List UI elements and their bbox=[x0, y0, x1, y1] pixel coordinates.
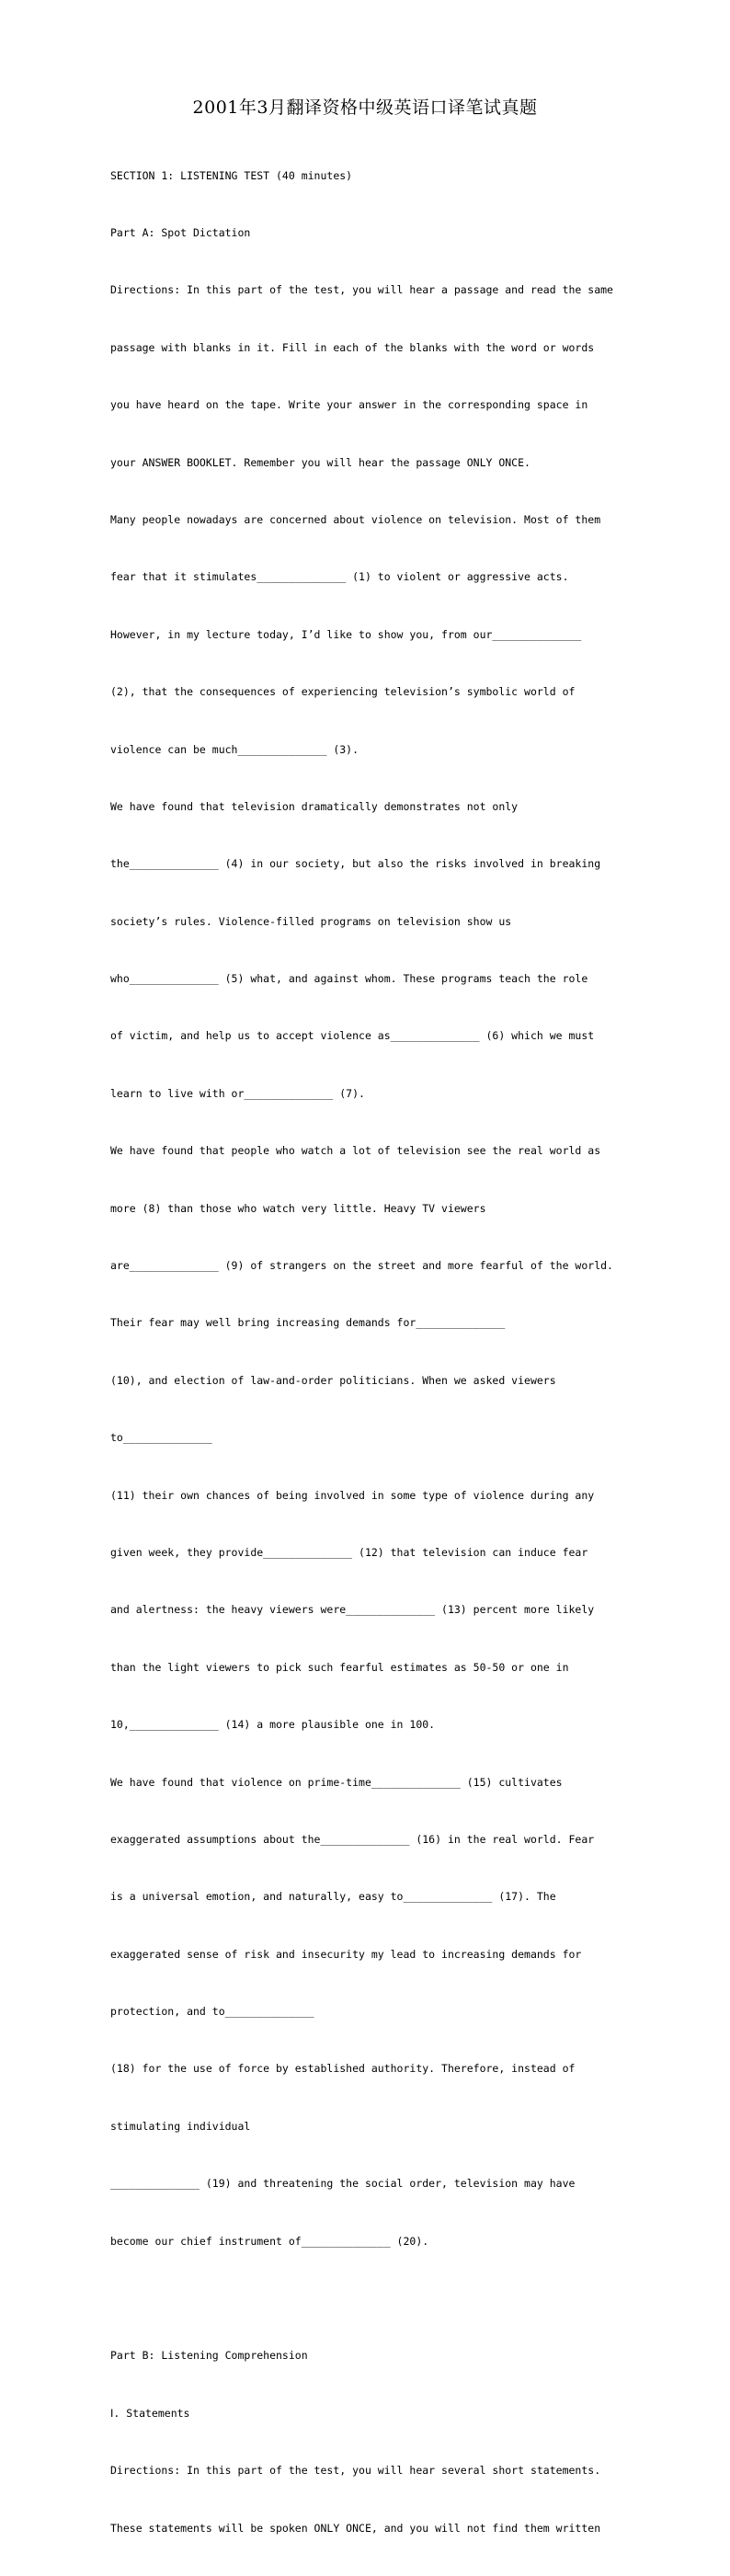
passage-line: of victim, and help us to accept violence as______________ (6) which we must bbox=[110, 1029, 595, 1043]
section-heading: SECTION 1: LISTENING TEST (40 minutes) bbox=[110, 168, 353, 182]
directions-line: Directions: In this part of the test, you will hear a passage and read the same bbox=[110, 283, 613, 297]
directions-line: your ANSWER BOOKLET. Remember you will hear the passage ONLY ONCE. bbox=[110, 455, 530, 469]
part-b-heading: Part B: Listening Comprehension bbox=[110, 2349, 308, 2363]
passage-line: Many people nowadays are concerned about violence on television. Most of them bbox=[110, 512, 601, 526]
passage-line: (11) their own chances of being involved in some type of violence during any bbox=[110, 1488, 595, 1502]
passage-line: the______________ (4) in our society, but also the risks involved in breaking bbox=[110, 857, 601, 871]
directions-line: Directions: In this part of the test, you will hear several short statements. bbox=[110, 2464, 601, 2478]
passage-line: protection, and to______________ bbox=[110, 2005, 314, 2019]
passage-line: fear that it stimulates______________ (1) to violent or aggressive acts. bbox=[110, 570, 569, 584]
passage-line: is a universal emotion, and naturally, easy to______________ (17). The bbox=[110, 1890, 556, 1904]
passage-line: violence can be much______________ (3). bbox=[110, 742, 359, 756]
passage-line: We have found that violence on prime-time______________ (15) cultivates bbox=[110, 1775, 563, 1789]
passage-line: are______________ (9) of strangers on the street and more fearful of the world. bbox=[110, 1259, 613, 1273]
blank-line bbox=[110, 2289, 634, 2308]
passage-line: exaggerated sense of risk and insecurity my lead to increasing demands for bbox=[110, 1947, 582, 1961]
passage-line: society’s rules. Violence-filled programs on television show us bbox=[110, 914, 512, 928]
passage-line: 10,______________ (14) a more plausible one in 100. bbox=[110, 1718, 436, 1732]
passage-line: We have found that television dramatically demonstrates not only bbox=[110, 799, 519, 813]
document-title: 2001年3月翻译资格中级英语口译笔试真题 bbox=[192, 97, 538, 118]
directions-line: you have heard on the tape. Write your answer in the corresponding space in bbox=[110, 398, 588, 412]
passage-line: Their fear may well bring increasing demands for______________ bbox=[110, 1316, 506, 1330]
passage-line: learn to live with or______________ (7). bbox=[110, 1086, 365, 1100]
passage-line: than the light viewers to pick such fearful estimates as 50-50 or one in bbox=[110, 1660, 569, 1674]
passage-line: more (8) than those who watch very little. Heavy TV viewers bbox=[110, 1201, 486, 1215]
passage-line: ______________ (19) and threatening the social order, television may have bbox=[110, 2177, 576, 2191]
statements-heading: Ⅰ. Statements bbox=[110, 2406, 190, 2420]
passage-line: stimulating individual bbox=[110, 2119, 251, 2133]
part-a-heading: Part A: Spot Dictation bbox=[110, 225, 251, 239]
passage-line: to______________ bbox=[110, 1431, 212, 1445]
passage-line: (10), and election of law-and-order politicians. When we asked viewers bbox=[110, 1373, 556, 1387]
passage-line: (2), that the consequences of experiencing television’s symbolic world of bbox=[110, 685, 576, 699]
passage-line: and alertness: the heavy viewers were______________ (13) percent more likely bbox=[110, 1603, 595, 1617]
passage-line: who______________ (5) what, and against whom. These programs teach the role bbox=[110, 972, 588, 986]
directions-line: passage with blanks in it. Fill in each of the blanks with the word or words bbox=[110, 340, 595, 354]
passage-line: However, in my lecture today, I’d like to show you, from our______________ bbox=[110, 627, 582, 641]
passage-line: (18) for the use of force by established authority. Therefore, instead of bbox=[110, 2062, 576, 2076]
document-body bbox=[110, 128, 634, 2576]
passage-line: become our chief instrument of______________ (20). bbox=[110, 2234, 429, 2248]
passage-line: We have found that people who watch a lot of television see the real world as bbox=[110, 1144, 601, 1158]
directions-line: These statements will be spoken ONLY ONCE, and you will not find them written bbox=[110, 2521, 601, 2535]
passage-line: given week, they provide______________ (12) that television can induce fear bbox=[110, 1545, 588, 1559]
passage-line: exaggerated assumptions about the______________ (16) in the real world. Fear bbox=[110, 1832, 595, 1846]
